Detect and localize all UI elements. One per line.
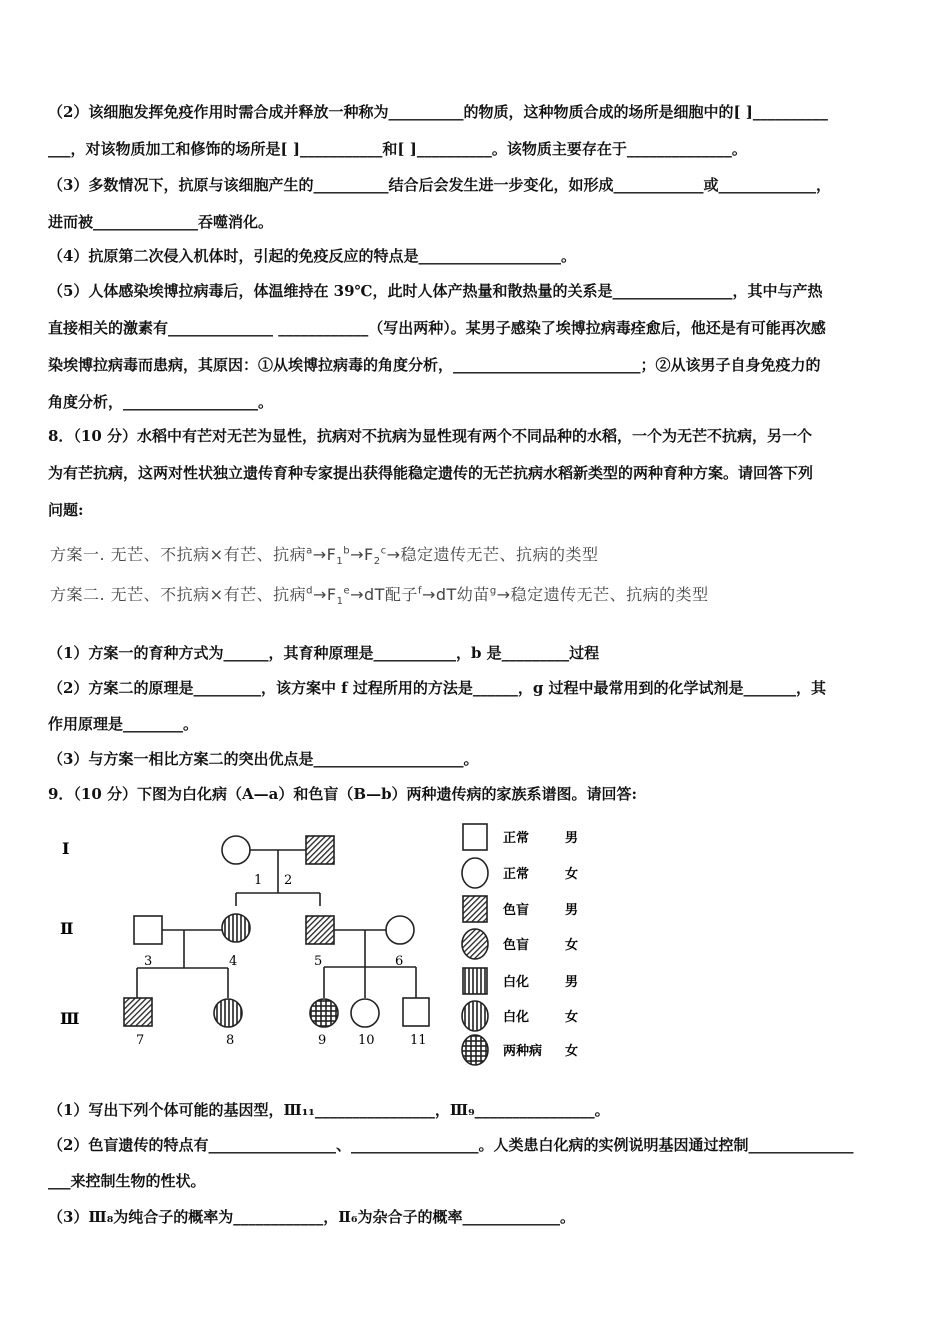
individual-number: 5 — [314, 954, 323, 969]
q8-heading-line1: 8．（10 分）水稻中有芒对无芒为显性，抗病对不抗病为显性现有两个不同品种的水稻，一个为无芒不抗病，另一个 — [48, 427, 813, 445]
generation-label: Ⅲ — [60, 1009, 80, 1028]
step-b-label: b — [343, 545, 351, 557]
individual-11 — [403, 998, 429, 1026]
legend-label: 两种病 — [503, 1044, 543, 1059]
arrow-icon: → — [421, 585, 436, 604]
legend-sex: 女 — [565, 1044, 579, 1059]
scheme2-start: 方案二. 无芒、不抗病×有芒、抗病 — [50, 585, 307, 604]
individual-number: 3 — [144, 954, 153, 969]
individual-number: 4 — [229, 954, 238, 969]
arrow-icon: → — [496, 585, 511, 604]
legend-symbol-colorblind-female — [462, 929, 488, 959]
legend-symbol-albino-female — [462, 1001, 488, 1031]
q8-part1: （1）方案一的育种方式为______，其育种原理是___________，b 是_________过程 — [48, 644, 600, 662]
individual-4 — [222, 914, 250, 942]
scheme1-end: 稳定遗传无芒、抗病的类型 — [400, 545, 599, 564]
q7-part3-line2: 进而被______________吞噬消化。 — [48, 213, 274, 231]
q7-part5-line2: 直接相关的激素有______________ ____________（写出两种）。某男子感染了埃博拉病毒痊愈后，他还是有可能再次感 — [48, 319, 826, 337]
arrow-icon: → — [386, 545, 401, 564]
f1-label: F — [326, 545, 337, 564]
q8-part3: （3）与方案一相比方案二的突出优点是____________________。 — [48, 750, 479, 768]
breeding-scheme-1 — [50, 542, 598, 567]
legend-sex: 男 — [565, 975, 579, 990]
arrow-icon: → — [350, 545, 364, 564]
individual-number: 1 — [254, 873, 263, 888]
individual-1 — [222, 836, 250, 864]
legend-sex: 女 — [565, 867, 579, 882]
legend-label: 色盲 — [503, 938, 530, 953]
q9-part2-line2: ___来控制生物的性状。 — [48, 1172, 206, 1190]
individual-number: 7 — [136, 1033, 145, 1048]
individual-7 — [124, 998, 152, 1026]
arrow-icon: → — [350, 585, 364, 604]
step-g-label: g — [489, 585, 497, 597]
legend-label: 正常 — [503, 831, 530, 846]
q7-part3-line1: （3）多数情况下，抗原与该细胞产生的__________结合后会发生进一步变化，如形成____________或_____________， — [48, 176, 831, 194]
arrow-icon: → — [312, 585, 327, 604]
arrow-icon: → — [312, 545, 327, 564]
seedling-label: dT幼苗 — [435, 585, 490, 604]
legend-sex: 女 — [565, 938, 579, 953]
individual-number: 6 — [395, 954, 404, 969]
individual-3 — [134, 916, 162, 944]
legend-label: 正常 — [503, 867, 530, 882]
pedigree-chart — [0, 810, 950, 1070]
step-f-label: f — [417, 585, 422, 597]
step-d-label: d — [306, 585, 313, 597]
scheme1-start: 方案一. 无芒、不抗病×有芒、抗病 — [50, 545, 307, 564]
q8-part2-line1: （2）方案二的原理是_________，该方案中 f 过程所用的方法是______，g 过程中最常用到的化学试剂是_______，其 — [48, 679, 827, 697]
f1-label: F — [326, 585, 337, 604]
f1-subscript: 1 — [336, 596, 344, 608]
q8-part2-line2: 作用原理是________。 — [48, 715, 199, 733]
legend-symbol-normal-male — [463, 824, 487, 850]
generation-label: Ⅱ — [60, 919, 74, 938]
legend-symbol-normal-female — [462, 858, 488, 888]
individual-number: 11 — [410, 1033, 427, 1048]
individual-number: 2 — [284, 873, 293, 888]
legend-symbol-albino-male — [463, 968, 487, 994]
q9-part2-line1: （2）色盲遗传的特点有_________________、_________________。人类患白化病的实例说明基因通过控制______________ — [48, 1136, 854, 1154]
legend-label: 色盲 — [503, 903, 530, 918]
q7-part2-line1: （2）该细胞发挥免疫作用时需合成并释放一种称为__________的物质，这种物质合成的场所是细胞中的[ ]__________ — [48, 103, 828, 121]
individual-10 — [351, 999, 379, 1027]
legend-sex: 男 — [565, 831, 579, 846]
q9-heading: 9．（10 分）下图为白化病（A—a）和色盲（B—b）两种遗传病的家族系谱图。请回答: — [48, 785, 638, 803]
q7-part5-line3: 染埃博拉病毒而患病，其原因：①从埃博拉病毒的角度分析，_________________________；②从该男子自身免疫力的 — [48, 356, 821, 374]
legend-label: 白化 — [503, 1010, 530, 1025]
f1-subscript: 1 — [336, 556, 344, 568]
q9-part3: （3）Ⅲ₈为纯合子的概率为____________，Ⅱ₆为杂合子的概率_____________。 — [48, 1208, 575, 1226]
gamete-label: dT配子 — [364, 585, 418, 604]
individual-6 — [386, 916, 414, 944]
f2-label: F — [363, 545, 374, 564]
q8-heading-line3: 问题: — [48, 501, 84, 519]
pedigree-lines — [137, 850, 416, 998]
legend-sex: 男 — [565, 903, 579, 918]
step-c-label: c — [380, 545, 387, 557]
individual-2 — [306, 836, 334, 864]
individual-number: 10 — [358, 1033, 375, 1048]
individual-9 — [310, 999, 338, 1027]
legend-symbol-both-female — [462, 1035, 488, 1065]
step-e-label: e — [343, 585, 351, 597]
q8-heading-line2: 为有芒抗病，这两对性状独立遗传育种专家提出获得能稳定遗传的无芒抗病水稻新类型的两种育种方案。请回答下列 — [48, 464, 814, 482]
f2-subscript: 2 — [373, 556, 381, 568]
q7-part5-line4: 角度分析，__________________。 — [48, 393, 274, 411]
step-a-label: a — [306, 545, 313, 557]
scheme2-end: 稳定遗传无芒、抗病的类型 — [510, 585, 709, 604]
individual-5 — [306, 916, 334, 944]
individual-number: 9 — [318, 1033, 327, 1048]
breeding-scheme-2 — [50, 582, 709, 607]
individual-number: 8 — [226, 1033, 235, 1048]
legend-sex: 女 — [565, 1010, 579, 1025]
legend-label: 白化 — [503, 975, 530, 990]
pedigree-legend — [462, 824, 578, 1065]
q7-part4: （4）抗原第二次侵入机体时，引起的免疫反应的特点是___________________。 — [48, 247, 576, 265]
q7-part5-line1: （5）人体感染埃博拉病毒后，体温维持在 39℃，此时人体产热量和散热量的关系是________________，其中与产热 — [48, 282, 823, 300]
generation-label: I — [62, 839, 70, 858]
legend-symbol-colorblind-male — [463, 896, 487, 922]
q7-part2-line2: ___，对该物质加工和修饰的场所是[ ]___________和[ ]__________。该物质主要存在于______________。 — [48, 140, 747, 158]
individual-8 — [214, 999, 242, 1027]
q9-part1: （1）写出下列个体可能的基因型，Ⅲ₁₁________________，Ⅲ₉________________。 — [48, 1101, 610, 1119]
